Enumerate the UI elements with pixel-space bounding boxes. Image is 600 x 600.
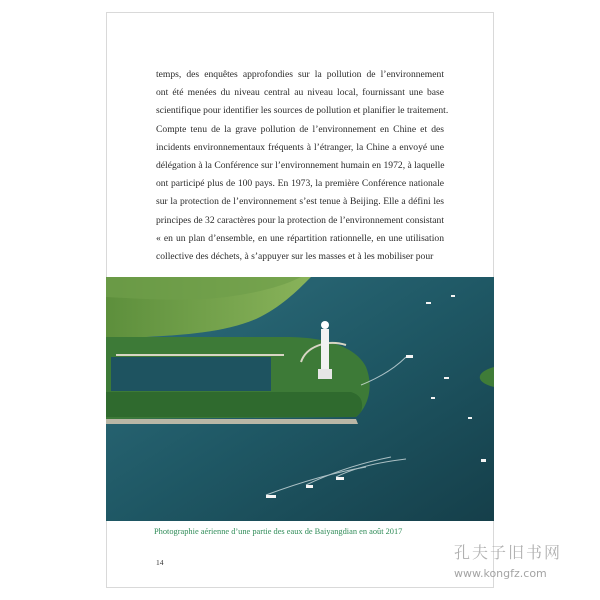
body-line: ont participé plus de 100 pays. En 1973, la première Conférence nationale (156, 178, 444, 190)
body-text (156, 66, 449, 266)
body-line: collective des déchets, à s’appuyer sur les masses et à les mobiliser pour (156, 251, 434, 263)
body-line: principes de 32 caractères pour la protection de l’environnement consistant (156, 214, 444, 226)
body-line: incidents environnementaux fréquents à l’étranger, la Chine a envoyé une (156, 141, 444, 153)
watermark-url: www.kongfz.com (454, 567, 547, 580)
aerial-photo-illustration (106, 277, 494, 521)
body-line: Compte tenu de la grave pollution de l’environnement en Chine et des (156, 123, 444, 135)
page-number: 14 (156, 558, 164, 567)
body-line: temps, des enquêtes approfondies sur la pollution de l’environnement (156, 69, 444, 80)
aerial-photo (106, 277, 494, 521)
body-line: scientifique pour identifier les sources de pollution et planifier le traitement. (156, 105, 449, 117)
watermark (454, 540, 600, 580)
photo-caption: Photographie aérienne d’une partie des eaux de Baiyangdian en août 2017 (154, 527, 403, 536)
watermark-title: 孔夫子旧书网 (454, 543, 563, 562)
body-line: ont été menées du niveau central au niveau local, fournissant une base (156, 87, 444, 99)
body-line: délégation à la Conférence sur l’environnement humain en 1972, à laquelle (156, 160, 445, 172)
body-line: « en un plan d’ensemble, en une répartition rationnelle, en une utilisation (156, 232, 444, 244)
body-line: sur la protection de l’environnement s’est tenue à Beijing. Elle a défini les (156, 196, 444, 208)
